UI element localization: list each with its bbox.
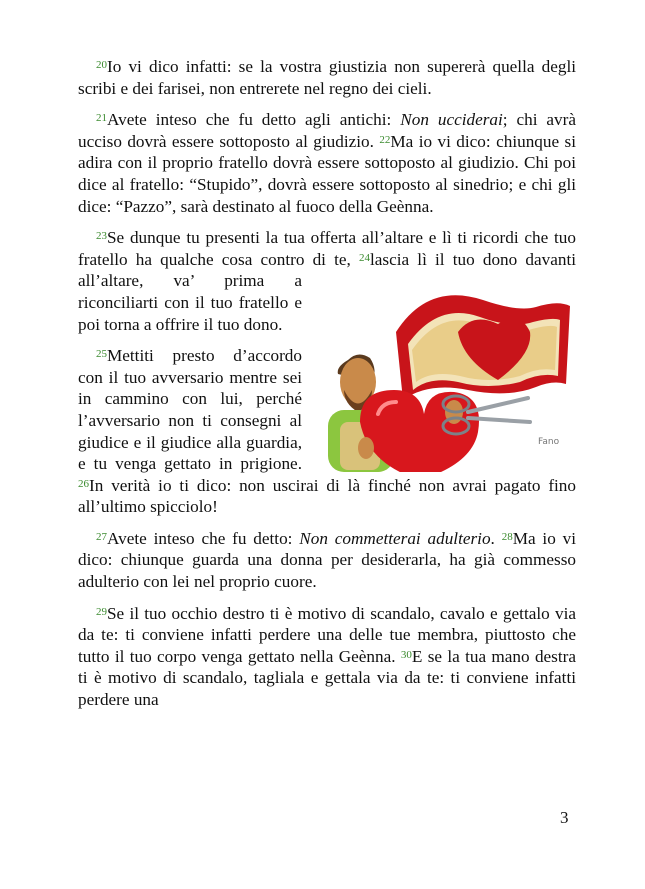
verse-number: 26	[78, 477, 89, 490]
paragraph-29-30	[78, 603, 576, 711]
verse-number: 28	[501, 530, 513, 543]
verse-number: 22	[379, 133, 391, 146]
quoted-commandment: Non ucciderai	[400, 110, 503, 130]
artist-signature: Fano	[538, 437, 560, 448]
verse-number: 24	[359, 251, 370, 264]
verse-text: Avete inteso che fu detto agli antichi:	[107, 110, 401, 130]
page-number: 3	[560, 808, 569, 827]
verse-text: In verità io ti dico: non uscirai di là finché non avrai pagato fino all’ultimo spicciolo!	[78, 475, 576, 517]
verse-text: ; chi avrà ucciso dovrà essere sottoposto al giudizio.	[78, 110, 576, 151]
verse-text: Ma io vi dico: chiunque si adira con il proprio fratello dovrà essere sottoposto al giudizio. Chi poi dice al fratello: “Stupido”, dovrà essere sottoposto al sinedrio; e chi gli dice: “Pazzo”, sarà destinato al fuoco della Geènna.	[78, 131, 576, 216]
verse-text: Se il tuo occhio destro ti è motivo di scandalo, cavalo e gettalo via da te: ti conviene infatti perdere una delle tue membra, piuttosto che tutto il tuo corpo venga gettato nella Geènna.	[78, 603, 576, 666]
verse-number: 25	[96, 348, 107, 361]
verse-number: 21	[96, 112, 107, 125]
verse-text: Ma io vi dico: chiunque guarda una donna per desiderarla, ha già commesso adulterio con lei nel proprio cuore.	[78, 528, 576, 592]
quoted-commandment: Non commetterai adulterio	[299, 528, 491, 548]
verse-text: Io vi dico infatti: se la vostra giustizia non supererà quella degli scribi e dei farisei, non entrerete nel regno dei cieli.	[78, 57, 576, 98]
verse-number: 27	[96, 530, 107, 543]
heart-book-illustration	[308, 272, 580, 472]
verse-number: 30	[400, 648, 412, 661]
verse-text: Se dunque tu presenti la tua offerta all’altare e lì ti ricordi che tuo fratello ha qualche cosa contro di te,	[78, 228, 576, 269]
verse-text: .	[490, 528, 502, 548]
paragraph-21-22	[78, 109, 576, 217]
verse-text: lascia lì il tuo dono davanti all’altare, va’ prima a riconciliarti con il tuo fratello e poi torna a offrire il tuo dono.	[78, 249, 576, 334]
scripture-text	[78, 56, 576, 721]
verse-number: 23	[96, 230, 107, 243]
illustration-heart-book	[308, 272, 580, 472]
paragraph-20	[78, 56, 576, 99]
paragraph-27-28	[78, 528, 576, 593]
verse-text: Mettiti presto d’accordo con il tuo avversario mentre sei in cammino con lui, perché l’avversario non ti consegni al giudice e il giudice alla guardia, e tu venga gettato in prigione.	[78, 346, 302, 474]
verse-number: 29	[96, 605, 107, 618]
verse-text: E se la tua mano destra ti è motivo di scandalo, tagliala e gettala via da te: ti conviene infatti perdere una	[78, 646, 576, 710]
person-hand	[358, 437, 374, 459]
verse-number: 20	[96, 59, 107, 71]
verse-text: Avete inteso che fu detto:	[107, 528, 300, 548]
